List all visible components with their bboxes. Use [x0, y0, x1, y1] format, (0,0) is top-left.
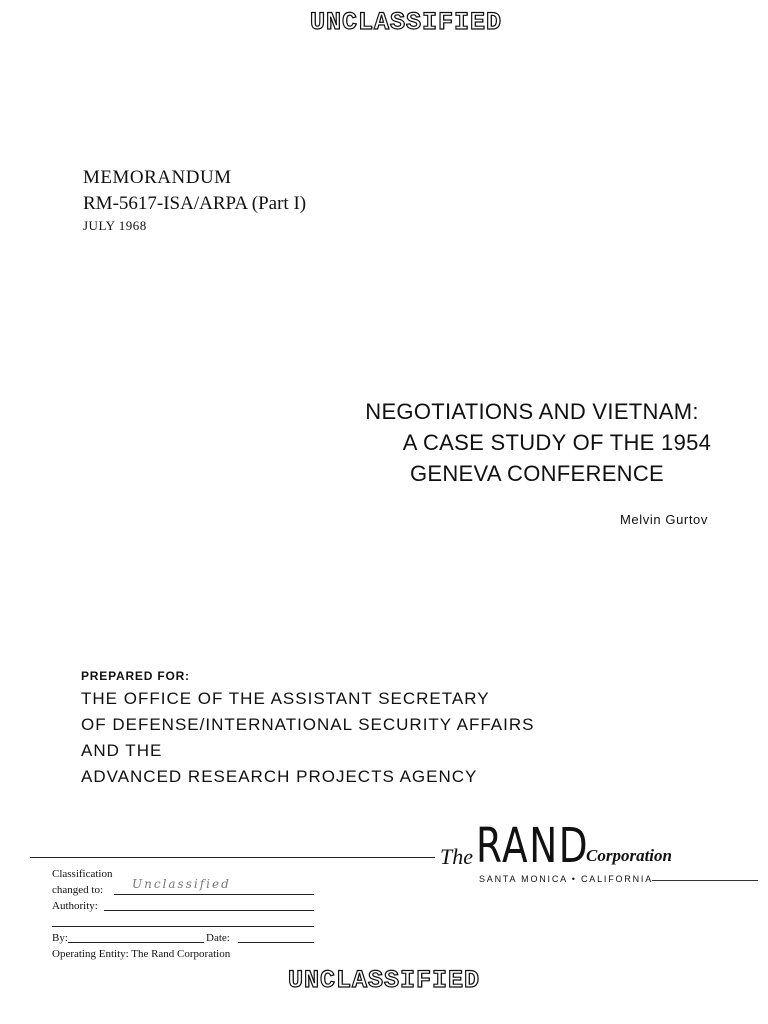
author-name: Melvin Gurtov [620, 512, 708, 527]
blank-line [52, 914, 314, 927]
rand-logo-corporation: Corporation [586, 846, 672, 865]
document-title [300, 396, 764, 489]
changed-to-value: Unclassified [132, 877, 231, 891]
memo-type: MEMORANDUM [83, 167, 232, 188]
memo-number: RM-5617-ISA/ARPA (Part I) [83, 193, 307, 214]
date-line [238, 930, 314, 943]
date-label: Date: [206, 932, 230, 944]
title-line-3: GENEVA CONFERENCE [409, 461, 665, 486]
sponsor-line-3: AND THE [81, 741, 163, 760]
rand-location-rule [652, 880, 758, 881]
sponsor-line-4: ADVANCED RESEARCH PROJECTS AGENCY [81, 767, 478, 786]
divider-rule [30, 857, 435, 858]
rand-logo [440, 820, 760, 890]
by-label: By: [52, 932, 68, 944]
title-line-2: A CASE STUDY OF THE 1954 [402, 430, 712, 455]
memo-block [83, 165, 306, 234]
classification-stamp-bottom: UNCLASSIFIED [287, 966, 481, 995]
classification-stamp-top: UNCLASSIFIED [309, 8, 503, 37]
sponsor-line-1: THE OFFICE OF THE ASSISTANT SECRETARY [81, 689, 490, 708]
changed-to-label: changed to: [52, 884, 104, 896]
classification-label: Classification [52, 868, 113, 880]
by-line [68, 930, 204, 943]
authority-line [104, 898, 314, 911]
sponsor-line-2: OF DEFENSE/INTERNATIONAL SECURITY AFFAIRS [81, 715, 535, 734]
classification-change-box [52, 866, 322, 962]
rand-logo-name: RAND [476, 818, 590, 874]
rand-logo-the: The [440, 844, 473, 869]
authority-label: Authority: [52, 900, 98, 912]
title-line-1: NEGOTIATIONS AND VIETNAM: [365, 399, 699, 424]
operating-entity: Operating Entity: The Rand Corporation [52, 948, 231, 960]
memo-date: JULY 1968 [83, 218, 147, 233]
prepared-for-label: PREPARED FOR: [81, 669, 190, 683]
rand-location: SANTA MONICA • CALIFORNIA [479, 874, 654, 884]
sponsor-list [81, 686, 534, 790]
